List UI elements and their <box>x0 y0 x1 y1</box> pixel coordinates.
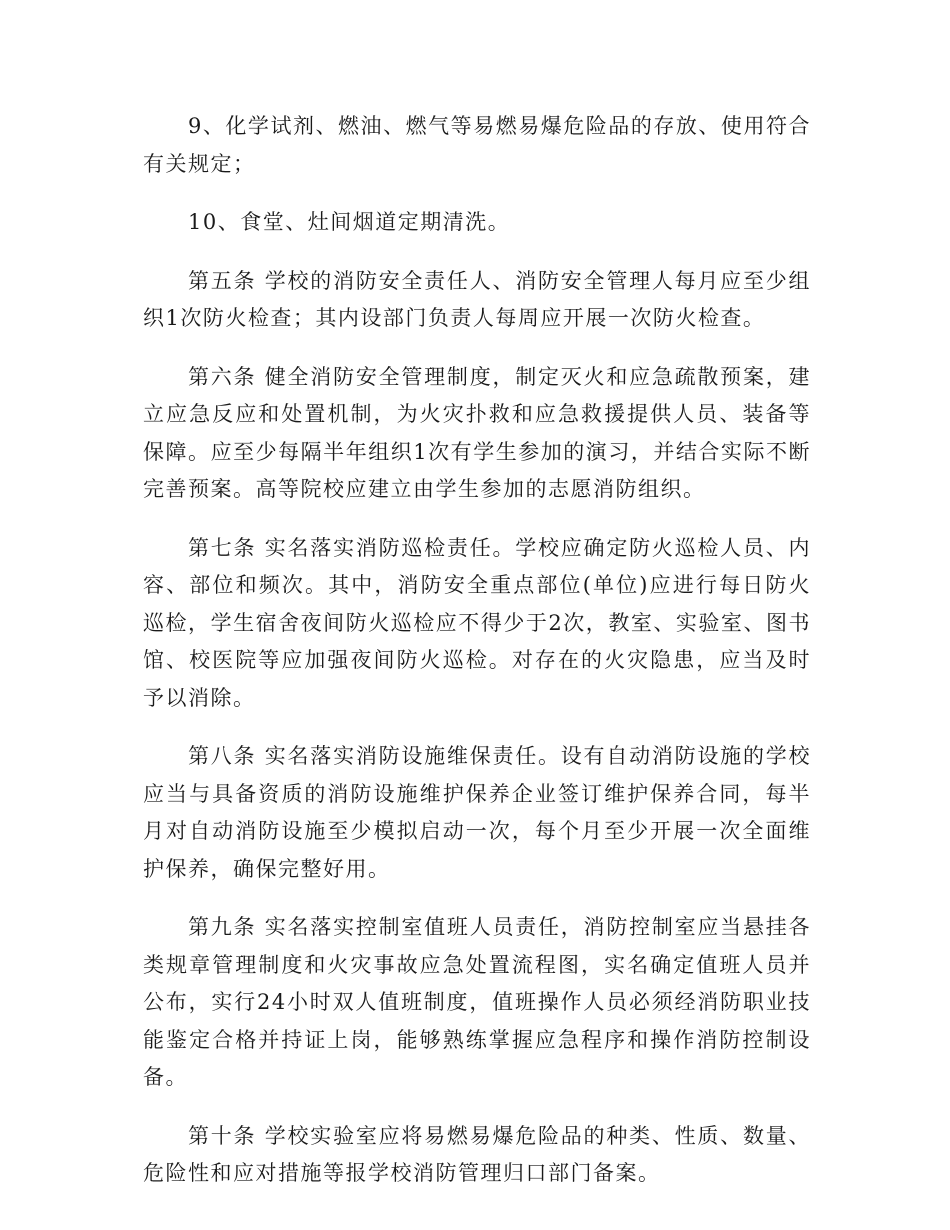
paragraph-item-10: 10、食堂、灶间烟道定期清洗。 <box>188 210 511 234</box>
paragraph-article-10: 第十条 学校实验室应将易燃易爆危险品的种类、性质、数量、危险性和应对措施等报学校消防管理归口部门备案。 <box>143 1123 811 1185</box>
paragraph-article-9: 第九条 实名落实控制室值班人员责任，消防控制室应当悬挂各类规章管理制度和火灾事故应急处置流程图，实名确定值班人员并公布，实行24小时双人值班制度，值班操作人员必须经消防职业技能鉴定合格并持证上岗，能够熟练掌握应急程序和操作消防控制设备。 <box>143 915 811 1089</box>
paragraph-article-8: 第八条 实名落实消防设施维保责任。设有自动消防设施的学校应当与具备资质的消防设施维护保养企业签订维护保养合同，每半月对自动消防设施至少模拟启动一次，每个月至少开展一次全面维护保养，确保完整好用。 <box>143 744 811 881</box>
paragraph-article-5: 第五条 学校的消防安全责任人、消防安全管理人每月应至少组织1次防火检查；其内设部门负责人每周应开展一次防火检查。 <box>143 268 811 330</box>
paragraph-article-7: 第七条 实名落实消防巡检责任。学校应确定防火巡检人员、内容、部位和频次。其中，消防安全重点部位(单位)应进行每日防火巡检，学生宿舍夜间防火巡检应不得少于2次，教室、实验室、图书馆、校医院等应加强夜间防火巡检。对存在的火灾隐患，应当及时予以消除。 <box>143 535 811 710</box>
paragraph-article-6: 第六条 健全消防安全管理制度，制定灭火和应急疏散预案，建立应急反应和处置机制，为火灾扑救和应急救援提供人员、装备等保障。应至少每隔半年组织1次有学生参加的演习，并结合实际不断完善预案。高等院校应建立由学生参加的志愿消防组织。 <box>143 364 811 501</box>
paragraph-item-9: 9、化学试剂、燃油、燃气等易燃易爆危险品的存放、使用符合有关规定； <box>143 114 811 176</box>
document-body <box>143 108 811 1214</box>
